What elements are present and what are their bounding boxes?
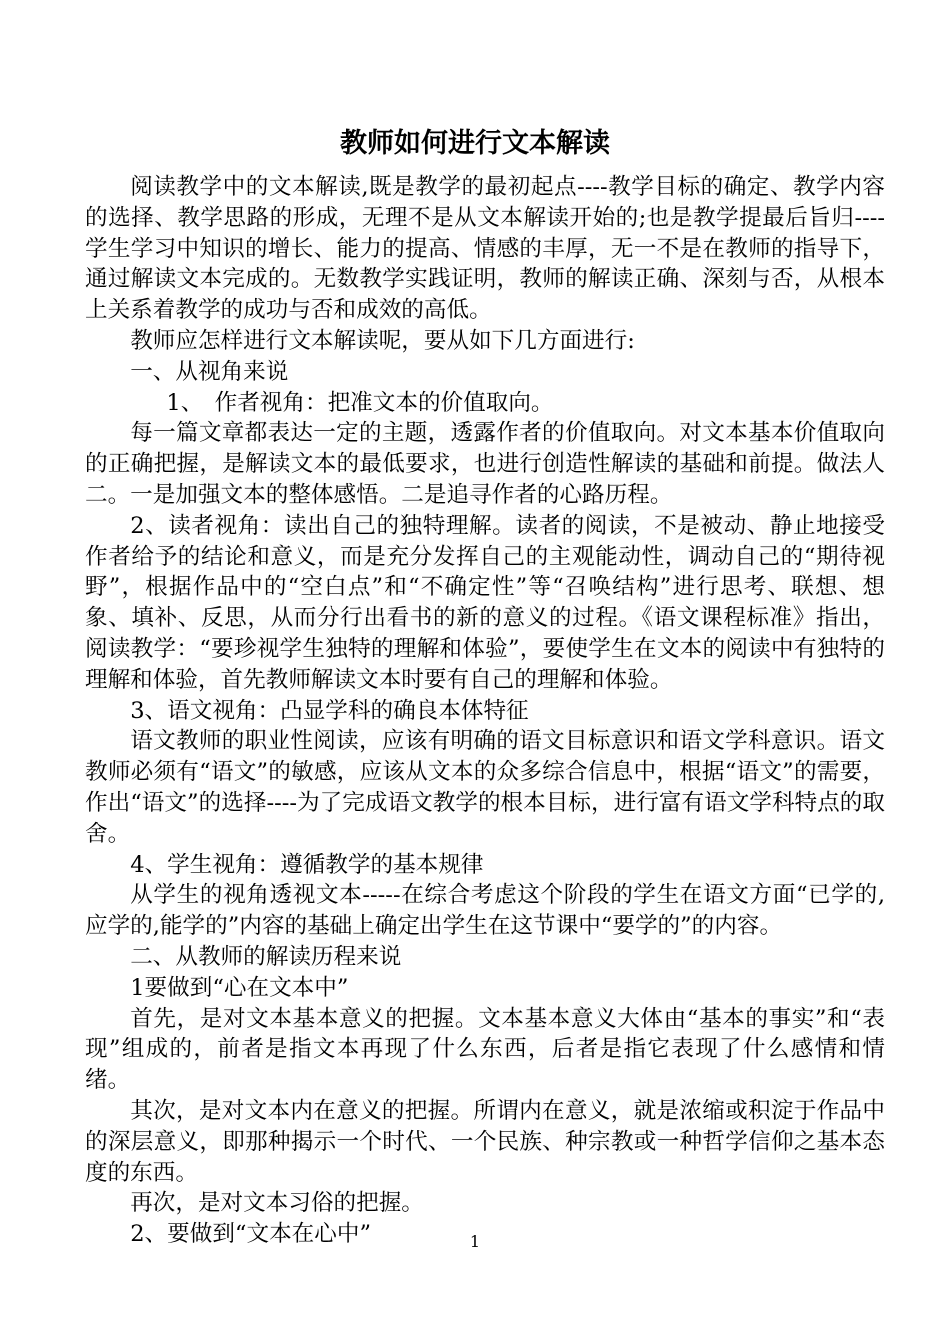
- document-title: 教师如何进行文本解读: [340, 128, 610, 159]
- item-text-in-heart: 2、要做到“文本在心中”: [130, 1221, 372, 1248]
- paragraph-question: 教师应怎样进行文本解读呢，要从如下几方面进行:: [130, 327, 635, 354]
- section-heading-process: 二、从教师的解读历程来说: [130, 943, 402, 970]
- item-student-perspective: 4、学生视角：遵循教学的基本规律: [130, 851, 484, 878]
- item-heart-in-text: 1要做到“心在文本中”: [130, 974, 349, 1001]
- page-number: 1: [469, 1232, 481, 1251]
- paragraph-basic-meaning: 首先，是对文本基本意义的把握。文本基本意义大体由“基本的事实”和“表现”组成的，前者是指文本再现了什么东西，后者是指它表现了什么感情和情绪。: [85, 1005, 885, 1094]
- section-heading-perspective: 一、从视角来说: [130, 358, 289, 385]
- paragraph-student-perspective: 从学生的视角透视文本-----在综合考虑这个阶段的学生在语文方面“已学的,应学的,能学的”内容的基础上确定出学生在这节课中“要学的”的内容。: [85, 882, 885, 940]
- paragraph-inner-meaning: 其次，是对文本内在意义的把握。所谓内在意义，就是浓缩或积淀于作品中的深层意义，即那种揭示一个时代、一个民族、种宗教或一种哲学信仰之基本态度的东西。: [85, 1097, 885, 1186]
- paragraph-author-perspective: 每一篇文章都表达一定的主题，透露作者的价值取向。对文本基本价值取向的正确把握，是解读文本的最低要求，也进行创造性解读的基础和前提。做法人二。一是加强文本的整体感悟。二是追寻作者的心路历程。: [85, 420, 885, 508]
- item-author-perspective: 1、 作者视角：把准文本的价值取向。: [166, 389, 554, 416]
- paragraph-intro: 阅读教学中的文本解读,既是教学的最初起点----教学目标的确定、教学内容的选择、教学思路的形成，无理不是从文本解读开始的;也是教学提最后旨归----学生学习中知识的增长、能力的提高、情感的丰厚，无一不是在教师的指导下，通过解读文本完成的。无数教学实践证明，教师的解读正确、深刻与否，从根本上关系着教学的成功与否和成效的高低。: [85, 174, 885, 324]
- item-chinese-perspective: 3、语文视角：凸显学科的确良本体特征: [130, 697, 529, 724]
- document-body: [85, 172, 885, 1250]
- paragraph-custom: 再次，是对文本习俗的把握。: [130, 1190, 424, 1217]
- paragraph-reader-perspective: 2、读者视角：读出自己的独特理解。读者的阅读，不是被动、静止地接受作者给予的结论和意义，而是充分发挥自己的主观能动性，调动自己的“期待视野”，根据作品中的“空白点”和“不确定性”等“召唤结构”进行思考、联想、想象、填补、反思，从而分行出看书的新的意义的过程。《语文课程标准》指出，阅读教学：“要珍视学生独特的理解和体验”，要使学生在文本的阅读中有独特的理解和体验，首先教师解读文本时要有自己的理解和体验。: [85, 512, 885, 693]
- paragraph-chinese-perspective: 语文教师的职业性阅读，应该有明确的语文目标意识和语文学科意识。语文教师必须有“语文”的敏感，应该从文本的众多综合信息中，根据“语文”的需要，作出“语文”的选择----为了完成语文教学的根本目标，进行富有语文学科特点的取舍。: [85, 728, 885, 847]
